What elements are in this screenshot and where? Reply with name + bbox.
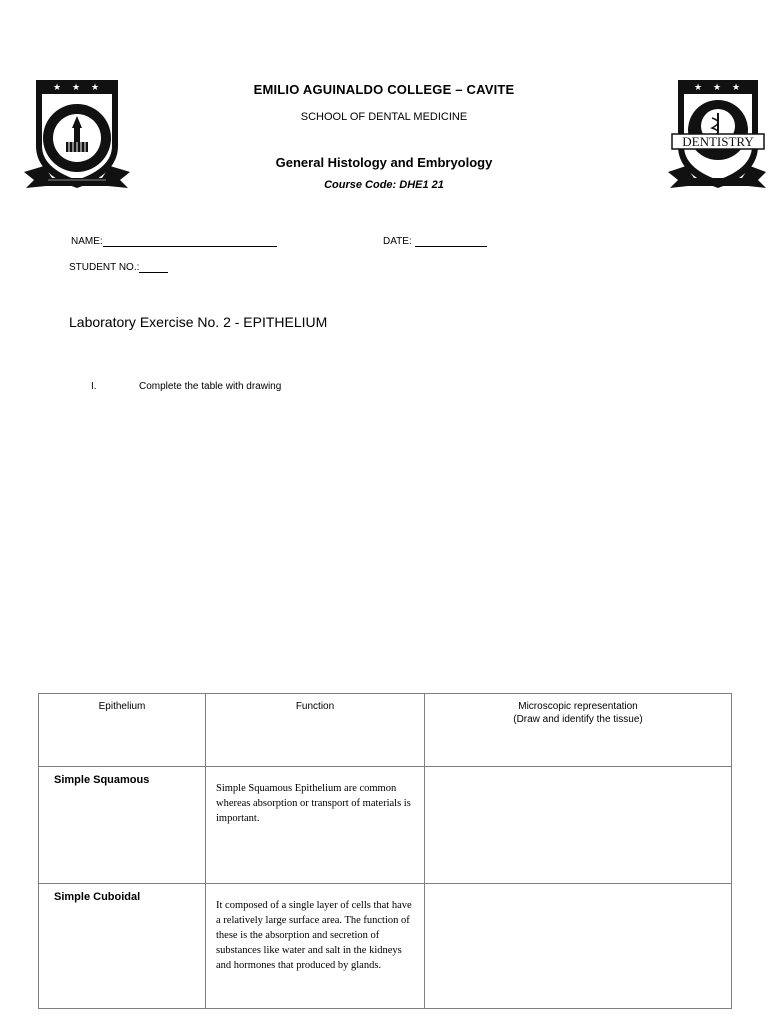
name-blank-line[interactable] — [103, 236, 277, 247]
date-blank-line[interactable] — [415, 236, 487, 247]
school-name: SCHOOL OF DENTAL MEDICINE — [300, 111, 468, 123]
table-header-row — [39, 694, 732, 767]
table-row — [39, 884, 732, 1009]
date-field[interactable] — [383, 236, 487, 247]
row-function-simple-squamous[interactable]: Simple Squamous Epithelium are common whereas absorption or transport of materials is important. — [206, 767, 425, 884]
row-function-simple-cuboidal[interactable]: It composed of a single layer of cells that have a relatively large surface area. The function of these is the absorption and secretion of substances like water and salt in the kidneys and hormones that produced by glands. — [206, 884, 425, 1009]
row-drawing-simple-cuboidal[interactable] — [425, 884, 732, 1009]
svg-text:DENTISTRY: DENTISTRY — [682, 134, 754, 149]
course-code: Course Code: DHE1 21 — [324, 179, 444, 191]
college-name: EMILIO AGUINALDO COLLEGE – CAVITE — [253, 82, 515, 97]
student-no-blank-line[interactable] — [139, 262, 168, 273]
lab-exercise-title: Laboratory Exercise No. 2 - EPITHELIUM — [69, 314, 328, 330]
course-title: General Histology and Embryology — [275, 155, 493, 170]
svg-text:★: ★ — [91, 83, 100, 93]
name-label: NAME: — [71, 236, 103, 247]
table-row — [39, 767, 732, 884]
instruction-number: I. — [91, 381, 97, 392]
svg-text:★: ★ — [694, 83, 703, 93]
header-microscopic-line1: Microscopic representation — [518, 701, 638, 712]
row-name-simple-cuboidal: Simple Cuboidal — [39, 884, 206, 1009]
header-microscopic-line2: (Draw and identify the tissue) — [513, 714, 643, 725]
row-drawing-simple-squamous[interactable] — [425, 767, 732, 884]
svg-text:★: ★ — [713, 83, 722, 93]
epithelium-table — [38, 693, 732, 1009]
student-no-label: STUDENT NO.: — [69, 262, 140, 273]
student-no-field[interactable] — [69, 262, 168, 273]
svg-text:★: ★ — [53, 83, 62, 93]
svg-text:★: ★ — [72, 83, 81, 93]
date-label: DATE: — [383, 236, 412, 247]
row-name-simple-squamous: Simple Squamous — [39, 767, 206, 884]
svg-text:★: ★ — [732, 83, 741, 93]
instruction-text: Complete the table with drawing — [139, 381, 282, 392]
name-field[interactable] — [71, 236, 277, 247]
header-function: Function — [206, 694, 425, 767]
header-epithelium: Epithelium — [39, 694, 206, 767]
header-microscopic — [425, 694, 732, 767]
